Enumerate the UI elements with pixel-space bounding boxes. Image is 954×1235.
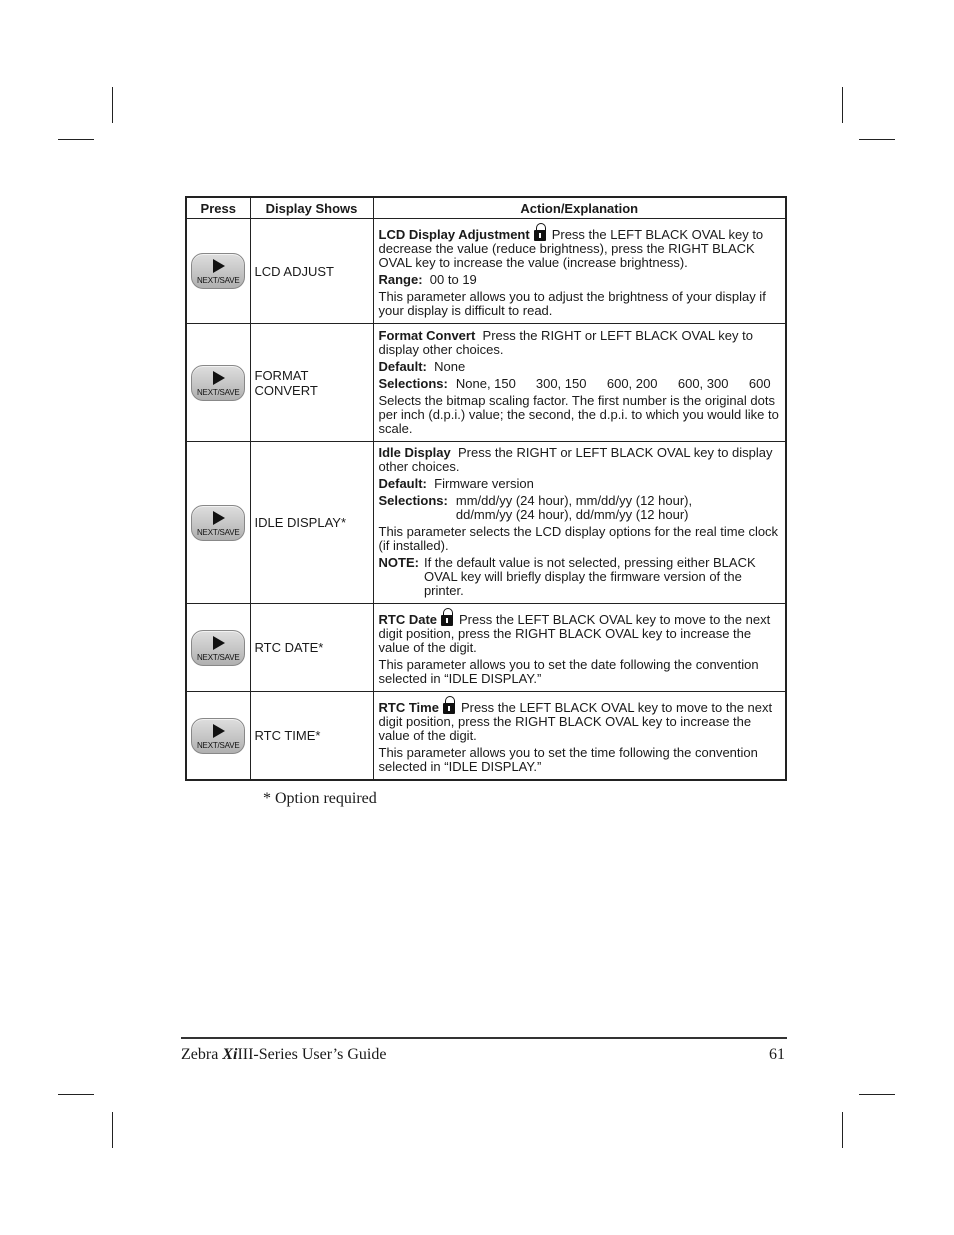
footer-brand: Zebra: [181, 1046, 223, 1063]
footer-series: Xi: [222, 1046, 238, 1063]
crop-mark: [859, 1094, 895, 1095]
selection-value: mm/dd/yy (24 hour), mm/dd/yy (12 hour),: [455, 493, 693, 508]
selection-value: 300, 150: [535, 375, 587, 391]
parameter-title: LCD Display Adjustment: [378, 227, 530, 242]
press-cell: [186, 324, 250, 442]
display-shows-cell: FORMAT CONVERT: [250, 324, 373, 442]
parameter-note: Selects the bitmap scaling factor. The first number is the original dots per inch (d.p.i.) value; the second, the d.p.i. to which you would like to scale.: [378, 392, 779, 436]
display-shows-cell: LCD ADJUST: [250, 219, 373, 324]
display-shows-cell: RTC TIME*: [250, 692, 373, 781]
parameter-description: Press the RIGHT or LEFT BLACK OVAL key to display other choices.: [378, 327, 753, 357]
range-value: 00 to 19: [429, 272, 477, 287]
header-action-explanation: Action/Explanation: [373, 197, 786, 219]
next-save-key-icon: NEXT/SAVE: [191, 253, 245, 289]
lock-icon: [534, 223, 548, 241]
range-label: Range:: [378, 272, 423, 287]
default-label: Default:: [378, 358, 427, 374]
header-display-shows: Display Shows: [250, 197, 373, 219]
next-save-key-icon: NEXT/SAVE: [191, 365, 245, 401]
header-press: Press: [186, 197, 250, 219]
table-row: [186, 219, 786, 324]
footer-title: [181, 1046, 386, 1064]
parameter-title: RTC Date: [378, 612, 438, 627]
selection-value: 600: [748, 375, 771, 391]
table-row: [186, 442, 786, 604]
crop-mark: [112, 87, 113, 123]
crop-mark: [112, 1112, 113, 1148]
selection-value: 600, 300: [677, 375, 729, 391]
press-cell: [186, 442, 250, 604]
crop-mark: [58, 139, 94, 140]
crop-mark: [842, 87, 843, 123]
parameter-title: Idle Display: [378, 445, 451, 460]
next-save-key-icon: NEXT/SAVE: [191, 718, 245, 754]
parameter-note: This parameter allows you to set the date following the convention selected in “IDLE DISPLAY.”: [378, 657, 759, 686]
display-shows-cell: RTC DATE*: [250, 604, 373, 692]
parameter-description: Press the LEFT BLACK OVAL key to move to the next digit position, press the RIGHT BLACK OVAL key to increase the value of the digit.: [378, 612, 771, 655]
table-header-row: [186, 197, 786, 219]
press-cell: [186, 692, 250, 781]
action-cell: [373, 324, 786, 442]
selections-label: Selections:: [378, 493, 448, 508]
action-cell: [373, 604, 786, 692]
next-save-key-icon: NEXT/SAVE: [191, 505, 245, 541]
footer-rule: [181, 1037, 787, 1039]
parameter-title: RTC Time: [378, 700, 439, 715]
table-row: [186, 692, 786, 781]
footer-guide-name: III-Series User’s Guide: [237, 1046, 387, 1063]
selections-label: Selections:: [378, 375, 448, 391]
parameter-description: Press the LEFT BLACK OVAL key to move to the next digit position, press the RIGHT BLACK OVAL key to increase the value of the digit.: [378, 700, 773, 743]
footnote: * Option required: [263, 790, 377, 807]
press-cell: [186, 219, 250, 324]
parameter-table: [185, 196, 787, 781]
selection-value: 600, 200: [606, 375, 658, 391]
parameter-note: This parameter selects the LCD display options for the real time clock (if installed).: [378, 524, 779, 553]
lock-icon: [443, 696, 457, 714]
table-row: [186, 324, 786, 442]
lock-icon: [441, 608, 455, 626]
crop-mark: [842, 1112, 843, 1148]
default-label: Default:: [378, 476, 427, 491]
next-save-key-icon: NEXT/SAVE: [191, 630, 245, 666]
selection-value: dd/mm/yy (24 hour), dd/mm/yy (12 hour): [455, 507, 689, 522]
default-value: None: [434, 358, 466, 374]
action-cell: [373, 692, 786, 781]
selection-value: None, 150: [455, 375, 516, 391]
display-shows-cell: IDLE DISPLAY*: [250, 442, 373, 604]
parameter-note: This parameter allows you to set the time following the convention selected in “IDLE DISPLAY.”: [378, 745, 758, 774]
action-cell: [373, 442, 786, 604]
crop-mark: [58, 1094, 94, 1095]
press-cell: [186, 604, 250, 692]
page-number: 61: [769, 1046, 785, 1063]
table-row: [186, 604, 786, 692]
crop-mark: [859, 139, 895, 140]
parameter-description: Press the RIGHT or LEFT BLACK OVAL key to display other choices.: [378, 445, 773, 474]
action-cell: [373, 219, 786, 324]
parameter-title: Format Convert: [378, 327, 476, 343]
note-text: If the default value is not selected, pressing either BLACK OVAL key will briefly display the firmware version of the printer.: [423, 555, 756, 598]
parameter-note: This parameter allows you to adjust the brightness of your display if your display is difficult to read.: [378, 289, 766, 318]
parameter-description: Press the LEFT BLACK OVAL key to decrease the value (reduce brightness), press the RIGHT BLACK OVAL key to increase the value (increase brightness).: [378, 227, 764, 270]
default-value: Firmware version: [434, 476, 534, 491]
note-label: NOTE:: [378, 555, 419, 570]
